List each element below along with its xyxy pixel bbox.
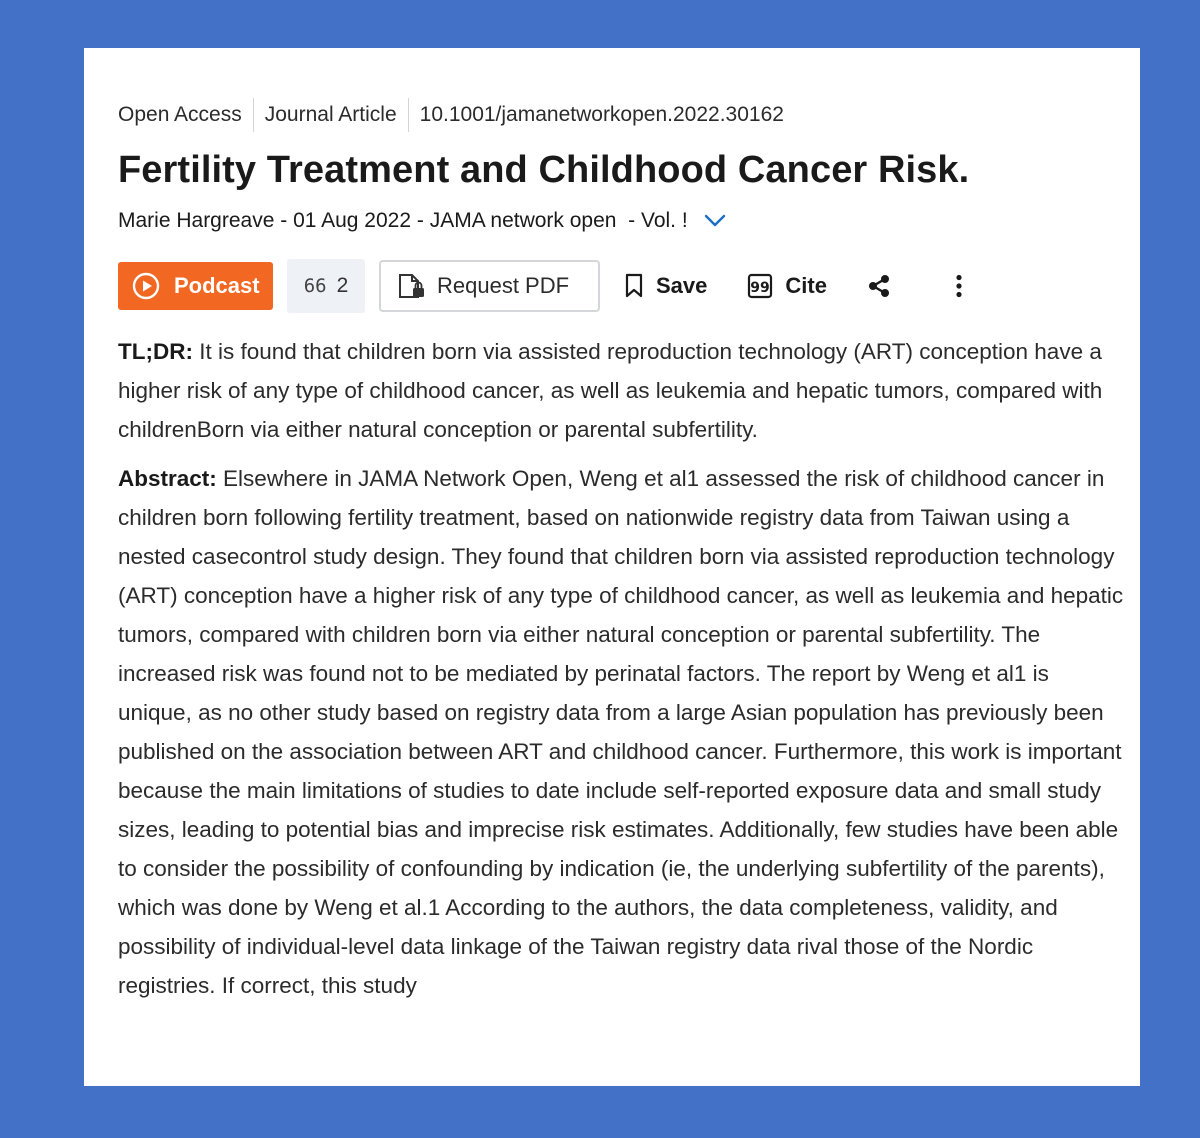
chevron-down-icon[interactable] bbox=[704, 214, 726, 228]
cite-label: Cite bbox=[785, 273, 827, 298]
quote-icon: 66 bbox=[303, 275, 327, 297]
paper-meta bbox=[118, 98, 1140, 132]
byline-sep: - bbox=[274, 209, 294, 232]
request-pdf-button[interactable] bbox=[379, 260, 600, 312]
divider bbox=[253, 98, 254, 132]
abstract-section bbox=[118, 459, 1128, 1005]
play-circle-icon bbox=[132, 272, 160, 300]
abstract-text: Elsewhere in JAMA Network Open, Weng et al1 assessed the risk of childhood cancer in children born following fertility treatment, based on nationwide registry data from Taiwan using a nested casecontrol study design. They found that children born via assisted reproduction technology (ART) conception have a higher risk of any type of childhood cancer, as well as leukemia and hepatic tumors, compared with children born via either natural conception or parental subfertility. The increased risk was found not to be mediated by perinatal factors. The report by Weng et al1 is unique, as no other study based on registry data from a large Asian population has previously been published on the association between ART and childhood cancer. Furthermore, this work is important because the main limitations of studies to date include self-reported exposure data and small study sizes, leading to potential bias and imprecise risk estimates. Additionally, few studies have been able to consider the possibility of confounding by indication (ie, the underlying subfertility of the parents), which was done by Weng et al.1 According to the authors, the data completeness, validity, and possibility of individual-level data linkage of the Taiwan registry data rival those of the Nordic registries. If correct, this study bbox=[118, 466, 1124, 998]
journal-name[interactable]: JAMA network open bbox=[429, 209, 617, 232]
byline-sep: - bbox=[411, 209, 430, 232]
svg-text:99: 99 bbox=[750, 280, 771, 296]
share-icon bbox=[867, 274, 891, 298]
tldr-section bbox=[118, 332, 1128, 449]
podcast-label: Podcast bbox=[174, 273, 260, 298]
citations-count: 2 bbox=[336, 274, 349, 297]
request-pdf-label: Request PDF bbox=[437, 273, 570, 298]
paper-card bbox=[84, 48, 1140, 1086]
article-type: Journal Article bbox=[264, 103, 397, 126]
paper-title: Fertility Treatment and Childhood Cancer Risk. bbox=[118, 149, 970, 191]
publish-date: 01 Aug 2022 bbox=[293, 209, 412, 232]
save-label: Save bbox=[656, 273, 708, 298]
podcast-button[interactable] bbox=[118, 262, 273, 310]
author-name[interactable]: Marie Hargreave bbox=[118, 209, 275, 232]
more-vertical-icon bbox=[955, 274, 963, 298]
more-button[interactable] bbox=[955, 274, 975, 298]
citations-button[interactable] bbox=[287, 259, 365, 313]
bookmark-icon bbox=[624, 273, 644, 299]
tldr-label: TL;DR: bbox=[118, 339, 193, 364]
cite-button[interactable] bbox=[747, 273, 827, 299]
tldr-text: It is found that children born via assisted reproduction technology (ART) conception have a higher risk of any type of childhood cancer, as well as leukemia and hepatic tumors, compared with childrenBorn via either natural conception or parental subfertility. bbox=[118, 339, 1103, 442]
doi-link[interactable]: 10.1001/jamanetworkopen.2022.30162 bbox=[419, 103, 784, 126]
byline-sep bbox=[616, 209, 628, 233]
share-button[interactable] bbox=[867, 274, 903, 298]
cite-icon bbox=[747, 273, 773, 299]
action-bar bbox=[118, 260, 1140, 312]
save-button[interactable] bbox=[624, 273, 707, 299]
volume: - Vol. ! bbox=[628, 209, 688, 232]
access-badge: Open Access bbox=[118, 103, 242, 126]
abstract-label: Abstract: bbox=[118, 466, 217, 491]
divider bbox=[408, 98, 409, 132]
pdf-lock-icon bbox=[397, 272, 427, 300]
byline bbox=[118, 206, 1140, 236]
